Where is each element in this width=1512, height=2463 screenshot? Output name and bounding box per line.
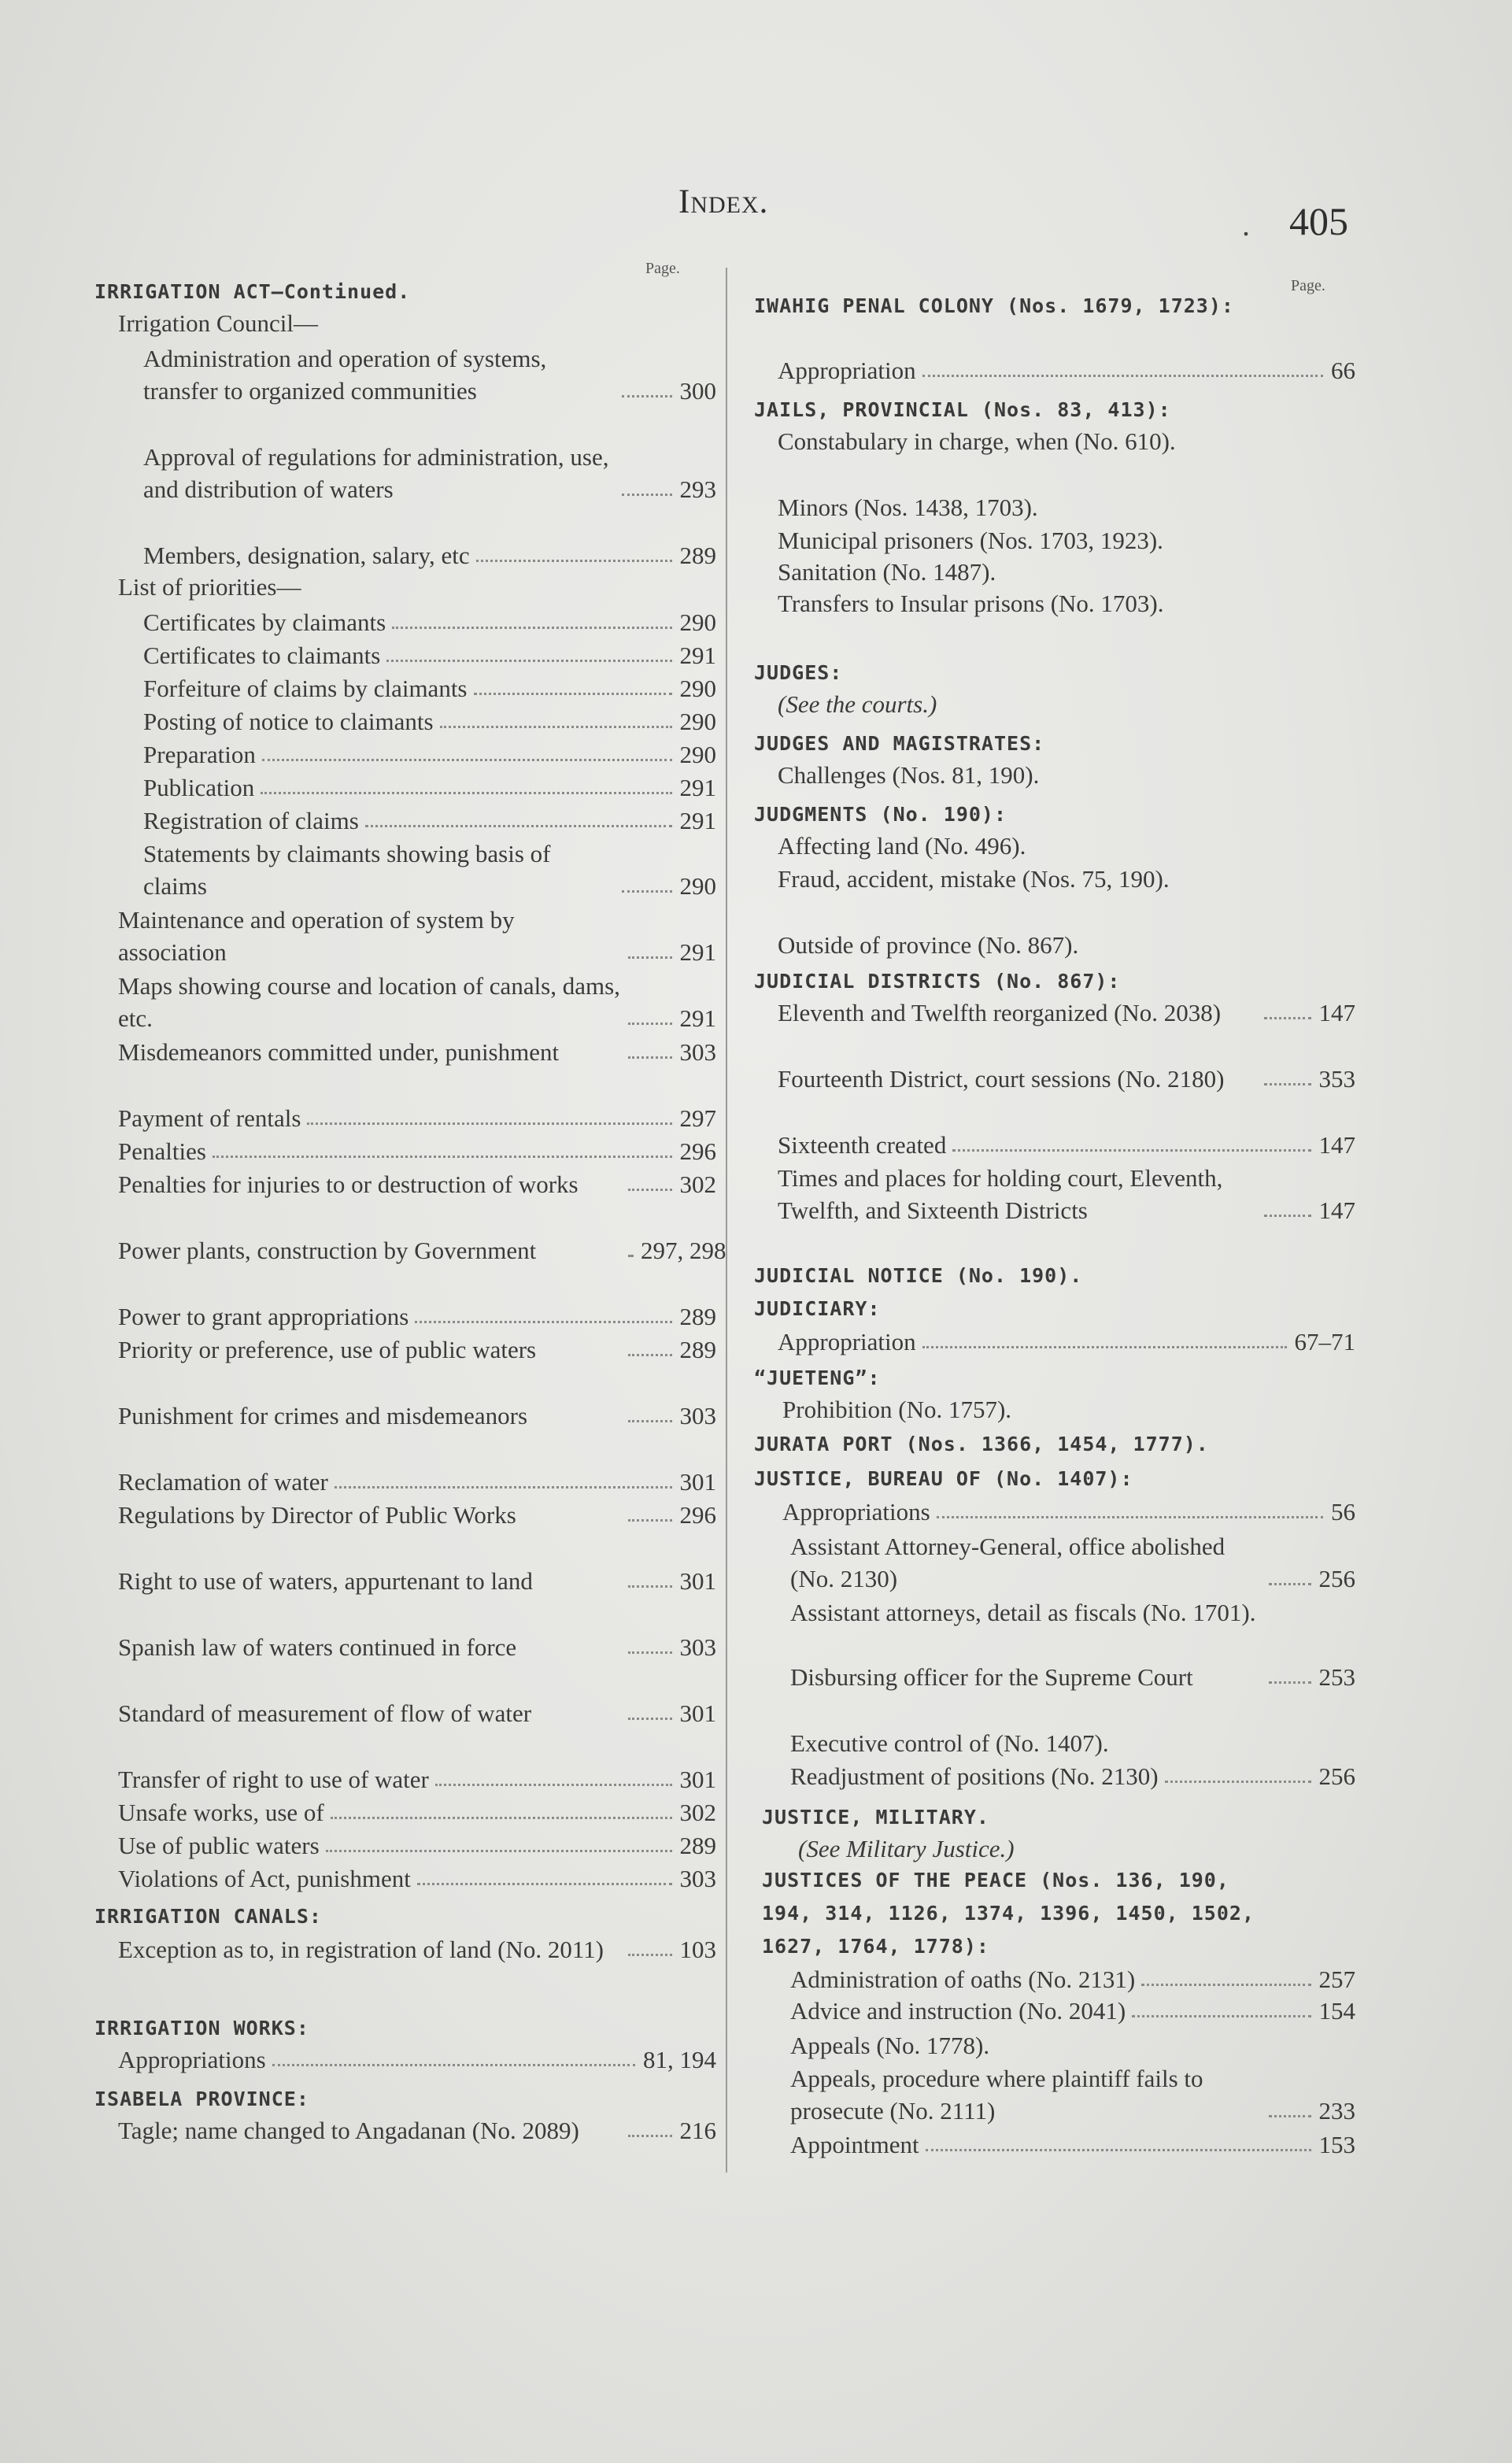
index-entry: Reclamation of water 301 <box>118 1468 716 1496</box>
index-entry: Administration and operation of systems, transfer to organized communities 300 <box>143 345 716 405</box>
index-entry: Power plants, construction by Government 297, 298 <box>118 1237 726 1264</box>
index-entry: (See Military Justice.) <box>798 1835 1015 1862</box>
index-entry: Tagle; name changed to Angadanan (No. 2089) 216 <box>118 2117 716 2144</box>
index-entry: Appropriations 81, 194 <box>118 2046 716 2073</box>
index-entry: Appropriation 67–71 <box>778 1328 1355 1355</box>
index-entry: Right to use of waters, appurtenant to land 301 <box>118 1567 716 1595</box>
index-entry: Spanish law of waters continued in force 303 <box>118 1633 716 1661</box>
index-entry: Certificates to claimants 291 <box>143 642 716 669</box>
index-entry: Prohibition (No. 1757). <box>782 1396 1012 1423</box>
index-entry: (See the courts.) <box>778 690 937 718</box>
page-number: 405 <box>1289 199 1348 243</box>
index-entry: Registration of claims 291 <box>143 807 716 834</box>
index-entry: Exception as to, in registration of land (No. 2011) 103 <box>118 1936 716 1963</box>
index-entry: Preparation 290 <box>143 741 716 768</box>
index-entry: Municipal prisoners (Nos. 1703, 1923). <box>778 527 1163 554</box>
index-entry: Readjustment of positions (No. 2130) 256 <box>790 1762 1355 1790</box>
index-entry: Fourteenth District, court sessions (No. 2180) 353 <box>778 1065 1355 1093</box>
index-entry: Publication 291 <box>143 774 716 801</box>
index-entry: Payment of rentals 297 <box>118 1104 716 1132</box>
index-entry: Appointment 153 <box>790 2131 1355 2158</box>
index-entry: JUDGES: <box>754 661 843 684</box>
index-entry: Maintenance and operation of system by association 291 <box>118 906 716 966</box>
index-entry: Power to grant appropriations 289 <box>118 1303 716 1330</box>
index-entry: Outside of province (No. 867). <box>778 931 1079 959</box>
index-entry: Challenges (Nos. 81, 190). <box>778 761 1040 789</box>
index-entry: JURATA PORT (Nos. 1366, 1454, 1777). <box>754 1433 1209 1455</box>
index-entry: Appropriations 56 <box>782 1498 1355 1526</box>
index-entry: List of priorities— <box>118 573 301 601</box>
index-entry: IRRIGATION ACT—Continued. <box>94 280 411 303</box>
index-entry: Certificates by claimants 290 <box>143 608 716 636</box>
index-entry: Minors (Nos. 1438, 1703). <box>778 494 1038 521</box>
index-entry: JUDICIARY: <box>754 1297 881 1320</box>
index-entry: Executive control of (No. 1407). <box>790 1729 1109 1757</box>
index-entry: Transfer of right to use of water 301 <box>118 1766 716 1793</box>
index-entry: Eleventh and Twelfth reorganized (No. 2038) 147 <box>778 999 1355 1026</box>
index-entry: JUSTICE, BUREAU OF (No. 1407): <box>754 1467 1133 1490</box>
index-entry: IRRIGATION CANALS: <box>94 1905 322 1928</box>
index-entry: Regulations by Director of Public Works 296 <box>118 1501 716 1529</box>
index-entry: Penalties 296 <box>118 1137 716 1165</box>
index-entry: Use of public waters 289 <box>118 1832 716 1859</box>
index-entry: Irrigation Council— <box>118 309 318 337</box>
index-entry: Approval of regulations for administration, use, and distribution of waters 293 <box>143 443 716 503</box>
index-entry: Affecting land (No. 496). <box>778 832 1026 860</box>
running-head: Index. <box>678 183 769 220</box>
index-entry: JUSTICES OF THE PEACE (Nos. 136, 190, 194, 314, 1126, 1374, 1396, 1450, 1502, 1627, 1764, 1778): <box>762 1869 1255 1958</box>
index-entry: Posting of notice to claimants 290 <box>143 708 716 735</box>
index-entry: Assistant Attorney-General, office abolished (No. 2130) 256 <box>790 1533 1355 1592</box>
index-entry: Sixteenth created 147 <box>778 1131 1355 1159</box>
index-entry: Fraud, accident, mistake (Nos. 75, 190). <box>778 865 1170 893</box>
index-entry: Standard of measurement of flow of water 301 <box>118 1699 716 1727</box>
index-entry: JUDICIAL DISTRICTS (No. 867): <box>754 970 1121 993</box>
index-entry: Forfeiture of claims by claimants 290 <box>143 675 716 702</box>
index-entry: Advice and instruction (No. 2041) 154 <box>790 1997 1355 2025</box>
index-entry: JUSTICE, MILITARY. <box>762 1806 989 1829</box>
index-entry: Constabulary in charge, when (No. 610). <box>778 427 1176 455</box>
index-entry: Priority or preference, use of public waters 289 <box>118 1336 716 1363</box>
index-entry: ISABELA PROVINCE: <box>94 2088 309 2110</box>
index-entry: Times and places for holding court, Eleventh, Twelfth, and Sixteenth Districts 147 <box>778 1164 1355 1224</box>
index-entry: Administration of oaths (No. 2131) 257 <box>790 1966 1355 1993</box>
index-entry: Appeals (No. 1778). <box>790 2032 990 2059</box>
index-entry: JUDGES AND MAGISTRATES: <box>754 732 1045 755</box>
index-entry: IWAHIG PENAL COLONY (Nos. 1679, 1723): <box>754 294 1234 317</box>
index-entry: Members, designation, salary, etc 289 <box>143 542 716 569</box>
index-entry: Unsafe works, use of 302 <box>118 1799 716 1826</box>
index-entry: JUDGMENTS (No. 190): <box>754 803 1007 826</box>
index-entry: Sanitation (No. 1487). <box>778 558 996 586</box>
index-entry: JUDICIAL NOTICE (No. 190). <box>754 1264 1083 1287</box>
column-divider <box>726 268 727 2173</box>
index-entry: Disbursing officer for the Supreme Court 253 <box>790 1663 1355 1691</box>
index-entry: Appropriation 66 <box>778 357 1355 384</box>
index-entry: Violations of Act, punishment 303 <box>118 1865 716 1892</box>
index-entry: Transfers to Insular prisons (No. 1703). <box>778 590 1164 617</box>
index-entry: IRRIGATION WORKS: <box>94 2017 309 2040</box>
index-entry: Appeals, procedure where plaintiff fails to prosecute (No. 2111) 233 <box>790 2065 1355 2125</box>
index-entry: Maps showing course and location of canals, dams, etc. 291 <box>118 972 716 1032</box>
index-entry: Assistant attorneys, detail as fiscals (No. 1701). <box>790 1599 1256 1626</box>
right-page-label: Page. <box>1291 277 1325 294</box>
index-entry: Punishment for crimes and misdemeanors 303 <box>118 1402 716 1429</box>
index-entry: “JUETENG”: <box>754 1366 881 1389</box>
index-entry: JAILS, PROVINCIAL (Nos. 83, 413): <box>754 398 1171 421</box>
header-dot: . <box>1242 207 1250 242</box>
left-page-label: Page. <box>645 260 680 277</box>
index-entry: Penalties for injuries to or destruction of works 302 <box>118 1170 716 1198</box>
index-entry: Statements by claimants showing basis of claims 290 <box>143 840 716 900</box>
index-entry: Misdemeanors committed under, punishment 303 <box>118 1038 716 1066</box>
